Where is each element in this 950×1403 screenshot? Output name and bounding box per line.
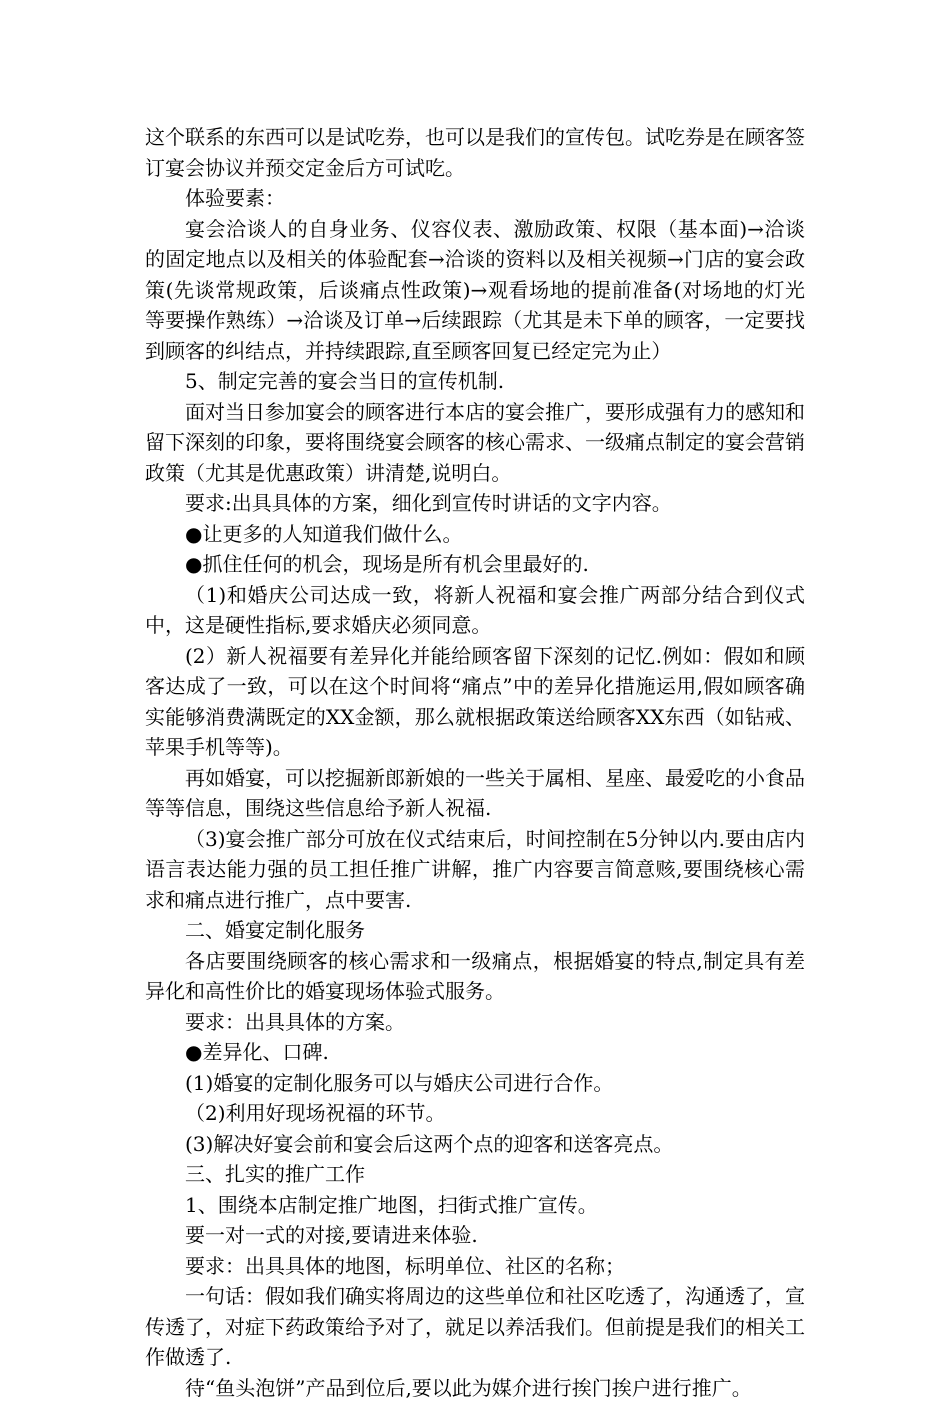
- paragraph-item-3-promotion-timing: （3)宴会推广部分可放在仪式结束后，时间控制在5分钟以内.要由店内语言表达能力强的员工担任推广讲解，推广内容要言简意赅,要围绕核心需求和痛点进行推广，点中要害.: [145, 824, 805, 916]
- paragraph-fish-head-product: 待“鱼头泡饼”产品到位后,要以此为媒介进行挨门挨户进行推广。: [145, 1373, 805, 1403]
- section-2-heading: 二、婚宴定制化服务: [145, 915, 805, 946]
- paragraph-tasting-voucher: 这个联系的东西可以是试吃券，也可以是我们的宣传包。试吃券是在顾客签订宴会协议并预交定金后方可试吃。: [145, 122, 805, 183]
- paragraph-one-to-one: 要一对一式的对接,要请进来体验.: [145, 1220, 805, 1251]
- paragraph-banquet-promotion: 面对当日参加宴会的顾客进行本店的宴会推广，要形成强有力的感知和留下深刻的印象，要将围绕宴会顾客的核心需求、一级痛点制定的宴会营销政策（尤其是优惠政策）讲清楚,说明白。: [145, 397, 805, 489]
- document-page: [145, 122, 805, 1403]
- paragraph-item-2-blessing: (2）新人祝福要有差异化并能给顾客留下深刻的记忆.例如：假如和顾客达成了一致，可以在这个时间将“痛点”中的差异化措施运用,假如顾客确实能够消费满既定的XX金额，那么就根据政策送给顾客XX东西（如钻戒、苹果手机等等)。: [145, 641, 805, 763]
- paragraph-item-1-wedding-company: （1)和婚庆公司达成一致，将新人祝福和宴会推广两部分结合到仪式中，这是硬性指标,要求婚庆必须同意。: [145, 580, 805, 641]
- paragraph-section-5-heading: 5、制定完善的宴会当日的宣传机制.: [145, 366, 805, 397]
- paragraph-one-sentence: 一句话：假如我们确实将周边的这些单位和社区吃透了，沟通透了，宣传透了，对症下药政策给予对了，就足以养活我们。但前提是我们的相关工作做透了.: [145, 1281, 805, 1373]
- paragraph-experience-elements-heading: 体验要素：: [145, 183, 805, 214]
- bullet-seize-opportunity: ●抓住任何的机会，现场是所有机会里最好的.: [145, 549, 805, 580]
- paragraph-custom-item-2: （2)利用好现场祝福的环节。: [145, 1098, 805, 1129]
- paragraph-experience-elements-chain: 宴会洽谈人的自身业务、仪容仪表、激励政策、权限（基本面)→洽谈的固定地点以及相关的体验配套→洽谈的资料以及相关视频→门店的宴会政策(先谈常规政策，后谈痛点性政策)→观看场地的提前准备(对场地的灯光等要操作熟练）→洽谈及订单→后续跟踪（尤其是未下单的顾客，一定要找到顾客的纠结点，并持续跟踪,直至顾客回复已经定完为止）: [145, 214, 805, 367]
- bullet-let-more-people-know: ●让更多的人知道我们做什么。: [145, 519, 805, 550]
- bullet-differentiation: ●差异化、口碑.: [145, 1037, 805, 1068]
- paragraph-custom-item-3: (3)解决好宴会前和宴会后这两个点的迎客和送客亮点。: [145, 1129, 805, 1160]
- paragraph-requirement-map: 要求：出具具体的地图，标明单位、社区的名称；: [145, 1251, 805, 1282]
- paragraph-customized-service: 各店要围绕顾客的核心需求和一级痛点，根据婚宴的特点,制定具有差异化和高性价比的婚宴现场体验式服务。: [145, 946, 805, 1007]
- paragraph-wedding-info: 再如婚宴，可以挖掘新郎新娘的一些关于属相、星座、最爱吃的小食品等等信息，围绕这些信息给予新人祝福.: [145, 763, 805, 824]
- paragraph-custom-item-1: (1)婚宴的定制化服务可以与婚庆公司进行合作。: [145, 1068, 805, 1099]
- paragraph-requirement-script: 要求:出具具体的方案，细化到宣传时讲话的文字内容。: [145, 488, 805, 519]
- section-3-heading: 三、扎实的推广工作: [145, 1159, 805, 1190]
- paragraph-promotion-map: 1、围绕本店制定推广地图，扫街式推广宣传。: [145, 1190, 805, 1221]
- paragraph-requirement-plan: 要求：出具具体的方案。: [145, 1007, 805, 1038]
